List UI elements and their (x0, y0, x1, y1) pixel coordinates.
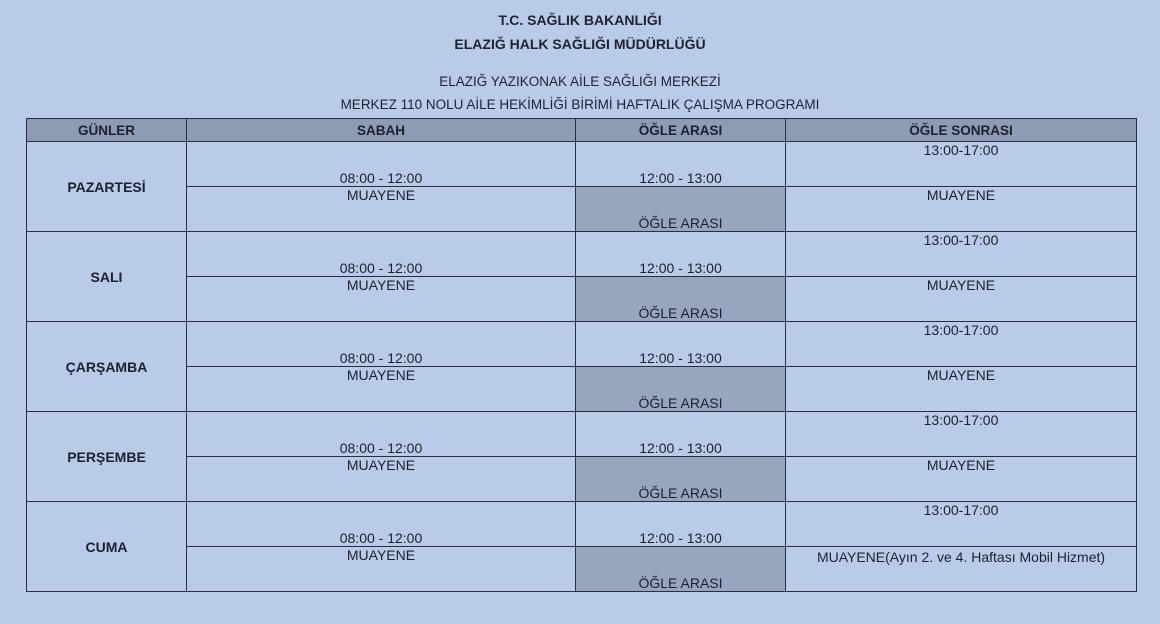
lunch-activity-cell: ÖĞLE ARASI (576, 547, 786, 592)
morning-activity-cell: MUAYENE (187, 367, 576, 412)
morning-time-cell: 08:00 - 12:00 (187, 412, 576, 457)
ministry-title: T.C. SAĞLIK BAKANLIĞI (498, 12, 662, 28)
table-row (27, 502, 1137, 547)
table-row (27, 142, 1137, 187)
lunch-time-cell: 12:00 - 13:00 (576, 232, 786, 277)
day-cell: ÇARŞAMBA (27, 322, 187, 412)
center-title: ELAZIĞ YAZIKONAK AİLE SAĞLIĞI MERKEZİ (439, 74, 721, 89)
morning-activity-cell: MUAYENE (187, 547, 576, 592)
lunch-activity-cell: ÖĞLE ARASI (576, 277, 786, 322)
afternoon-time-cell: 13:00-17:00 (786, 412, 1137, 457)
afternoon-activity-cell: MUAYENE(Ayın 2. ve 4. Haftası Mobil Hizmet) (786, 547, 1137, 592)
table-row (27, 367, 1137, 412)
weekly-schedule-table (26, 118, 1137, 592)
day-cell: PAZARTESİ (27, 142, 187, 232)
afternoon-time-cell: 13:00-17:00 (786, 322, 1137, 367)
lunch-time-cell: 12:00 - 13:00 (576, 412, 786, 457)
morning-time-cell: 08:00 - 12:00 (187, 142, 576, 187)
table-header-row (27, 119, 1137, 142)
day-cell: SALI (27, 232, 187, 322)
day-cell: PERŞEMBE (27, 412, 187, 502)
afternoon-activity-cell: MUAYENE (786, 457, 1137, 502)
afternoon-activity-cell: MUAYENE (786, 277, 1137, 322)
lunch-activity-cell: ÖĞLE ARASI (576, 187, 786, 232)
afternoon-activity-cell: MUAYENE (786, 367, 1137, 412)
lunch-time-cell: 12:00 - 13:00 (576, 502, 786, 547)
day-cell: CUMA (27, 502, 187, 592)
column-header-lunch: ÖĞLE ARASI (576, 119, 786, 142)
morning-activity-cell: MUAYENE (187, 187, 576, 232)
afternoon-time-cell: 13:00-17:00 (786, 142, 1137, 187)
morning-activity-cell: MUAYENE (187, 457, 576, 502)
column-header-afternoon: ÖĞLE SONRASI (786, 119, 1137, 142)
column-header-morning: SABAH (187, 119, 576, 142)
afternoon-time-cell: 13:00-17:00 (786, 502, 1137, 547)
column-header-days: GÜNLER (27, 119, 187, 142)
morning-activity-cell: MUAYENE (187, 277, 576, 322)
morning-time-cell: 08:00 - 12:00 (187, 322, 576, 367)
table-row (27, 232, 1137, 277)
afternoon-activity-cell: MUAYENE (786, 187, 1137, 232)
lunch-time-cell: 12:00 - 13:00 (576, 142, 786, 187)
directorate-title: ELAZIĞ HALK SAĞLIĞI MÜDÜRLÜĞÜ (454, 36, 706, 52)
program-title: MERKEZ 110 NOLU AİLE HEKİMLİĞİ BİRİMİ HAFTALIK ÇALIŞMA PROGRAMI (340, 97, 820, 112)
table-row (27, 457, 1137, 502)
afternoon-time-cell: 13:00-17:00 (786, 232, 1137, 277)
table-row (27, 187, 1137, 232)
morning-time-cell: 08:00 - 12:00 (187, 232, 576, 277)
table-row (27, 547, 1137, 592)
table-row (27, 277, 1137, 322)
lunch-activity-cell: ÖĞLE ARASI (576, 457, 786, 502)
table-row (27, 412, 1137, 457)
lunch-time-cell: 12:00 - 13:00 (576, 322, 786, 367)
table-row (27, 322, 1137, 367)
lunch-activity-cell: ÖĞLE ARASI (576, 367, 786, 412)
morning-time-cell: 08:00 - 12:00 (187, 502, 576, 547)
